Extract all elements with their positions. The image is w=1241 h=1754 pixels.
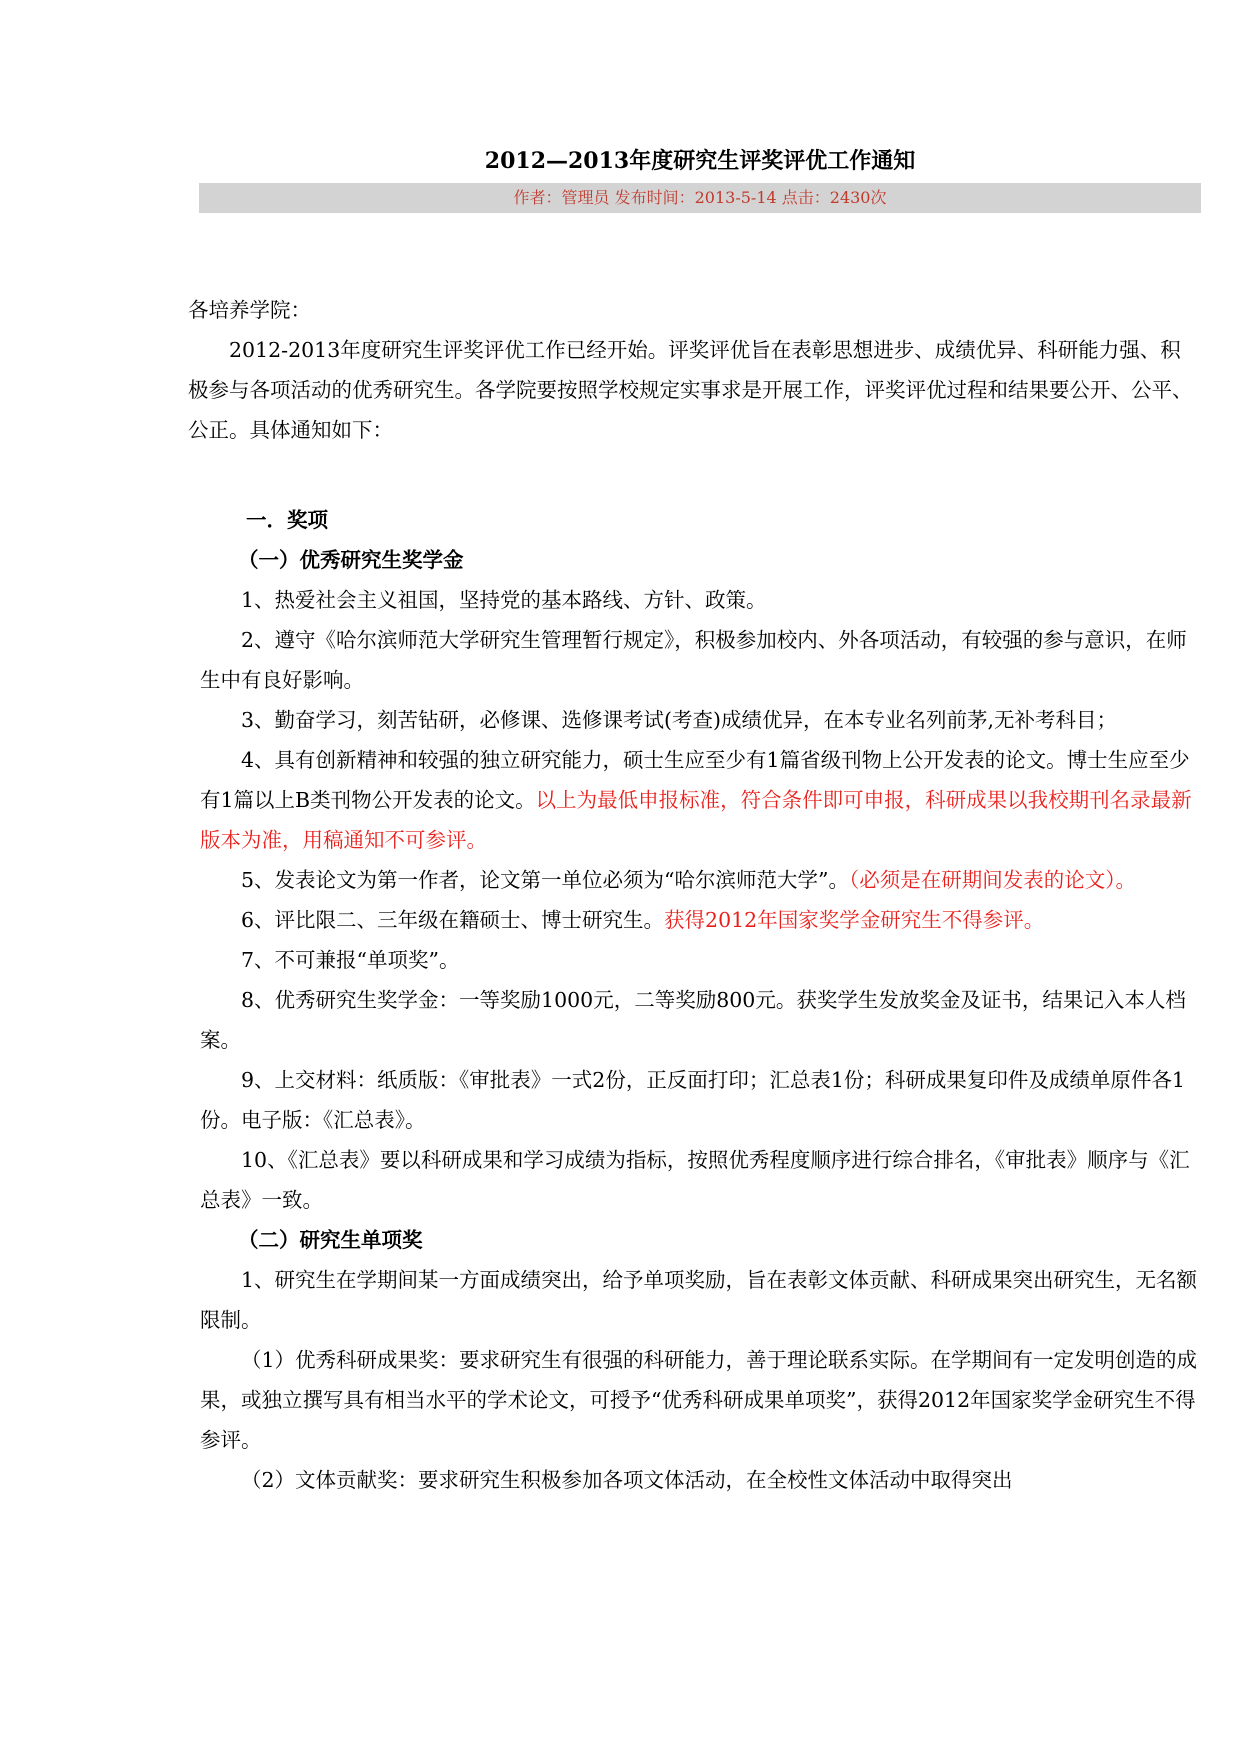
- section-heading-awards: 一．奖项: [246, 508, 328, 532]
- list-item: 1、研究生在学期间某一方面成绩突出，给予单项奖励，旨在表彰文体贡献、科研成果突出研究生，无名额限制。: [200, 1268, 1198, 1332]
- item-highlight: 获得2012年国家奖学金研究生不得参评。: [664, 908, 1045, 932]
- list-item: 7、不可兼报“单项奖”。: [241, 948, 460, 972]
- list-item: 9、上交材料：纸质版：《审批表》一式2份，正反面打印；汇总表1份；科研成果复印件及成绩单原件各1份。电子版：《汇总表》。: [200, 1068, 1185, 1132]
- subsection-heading-single-awards: （二）研究生单项奖: [238, 1228, 423, 1252]
- item-text: 4、具有创新精神和较强的独立研究能力，硕士生应至少有1篇省级刊物上公开发表的论文。博士生应至少有1篇以上B类刊物公开发表的论文。: [200, 748, 1190, 812]
- salutation: 各培养学院：: [188, 298, 311, 322]
- intro-paragraph: 2012-2013年度研究生评奖评优工作已经开始。评奖评优旨在表彰思想进步、成绩优异、科研能力强、积极参与各项活动的优秀研究生。各学院要按照学校规定实事求是开展工作，评奖评优过程和结果要公开、公平、公正。具体通知如下：: [188, 338, 1193, 442]
- item-text: 6、评比限二、三年级在籍硕士、博士研究生。: [241, 908, 665, 932]
- list-item: 1、热爱社会主义祖国，坚持党的基本路线、方针、政策。: [241, 588, 767, 612]
- list-item: （2）文体贡献奖：要求研究生积极参加各项文体活动，在全校性文体活动中取得突出: [241, 1468, 1013, 1492]
- item-highlight: 以上为最低申报标准，符合条件即可申报，科研成果以我校期刊名录最新版本为准，用稿通知不可参评。: [200, 788, 1192, 852]
- list-item: 2、遵守《哈尔滨师范大学研究生管理暂行规定》，积极参加校内、外各项活动，有较强的参与意识，在师生中有良好影响。: [200, 628, 1187, 692]
- article-meta: 作者：管理员 发布时间：2013-5-14 点击：2430次: [513, 188, 887, 207]
- single-award-items: [188, 1260, 1200, 1500]
- list-item: 3、勤奋学习，刻苦钻研，必修课、选修课考试(考查)成绩优异，在本专业名列前茅,无补考科目；: [241, 708, 1118, 732]
- page-title: 2012—2013年度研究生评奖评优工作通知: [484, 148, 916, 174]
- subsection-heading-scholarship: （一）优秀研究生奖学金: [238, 548, 464, 572]
- list-item: [200, 900, 1200, 940]
- list-item: 10、《汇总表》要以科研成果和学习成绩为指标，按照优秀程度顺序进行综合排名，《审批表》顺序与《汇总表》一致。: [200, 1148, 1190, 1212]
- item-text: 5、发表论文为第一作者，论文第一单位必须为“哈尔滨师范大学”。: [241, 868, 850, 892]
- list-item: [200, 740, 1200, 860]
- list-item: （1）优秀科研成果奖：要求研究生有很强的科研能力，善于理论联系实际。在学期间有一定发明创造的成果，或独立撰写具有相当水平的学术论文，可授予“优秀科研成果单项奖”，获得2012年国家奖学金研究生不得参评。: [200, 1348, 1198, 1452]
- list-item: [200, 860, 1200, 900]
- item-highlight: （必须是在研期间发表的论文）。: [849, 868, 1137, 892]
- meta-bar: [199, 183, 1201, 213]
- scholarship-items: [188, 580, 1200, 1220]
- list-item: 8、优秀研究生奖学金：一等奖励1000元，二等奖励800元。获奖学生发放奖金及证书，结果记入本人档案。: [200, 988, 1186, 1052]
- article-body: [188, 290, 1200, 1500]
